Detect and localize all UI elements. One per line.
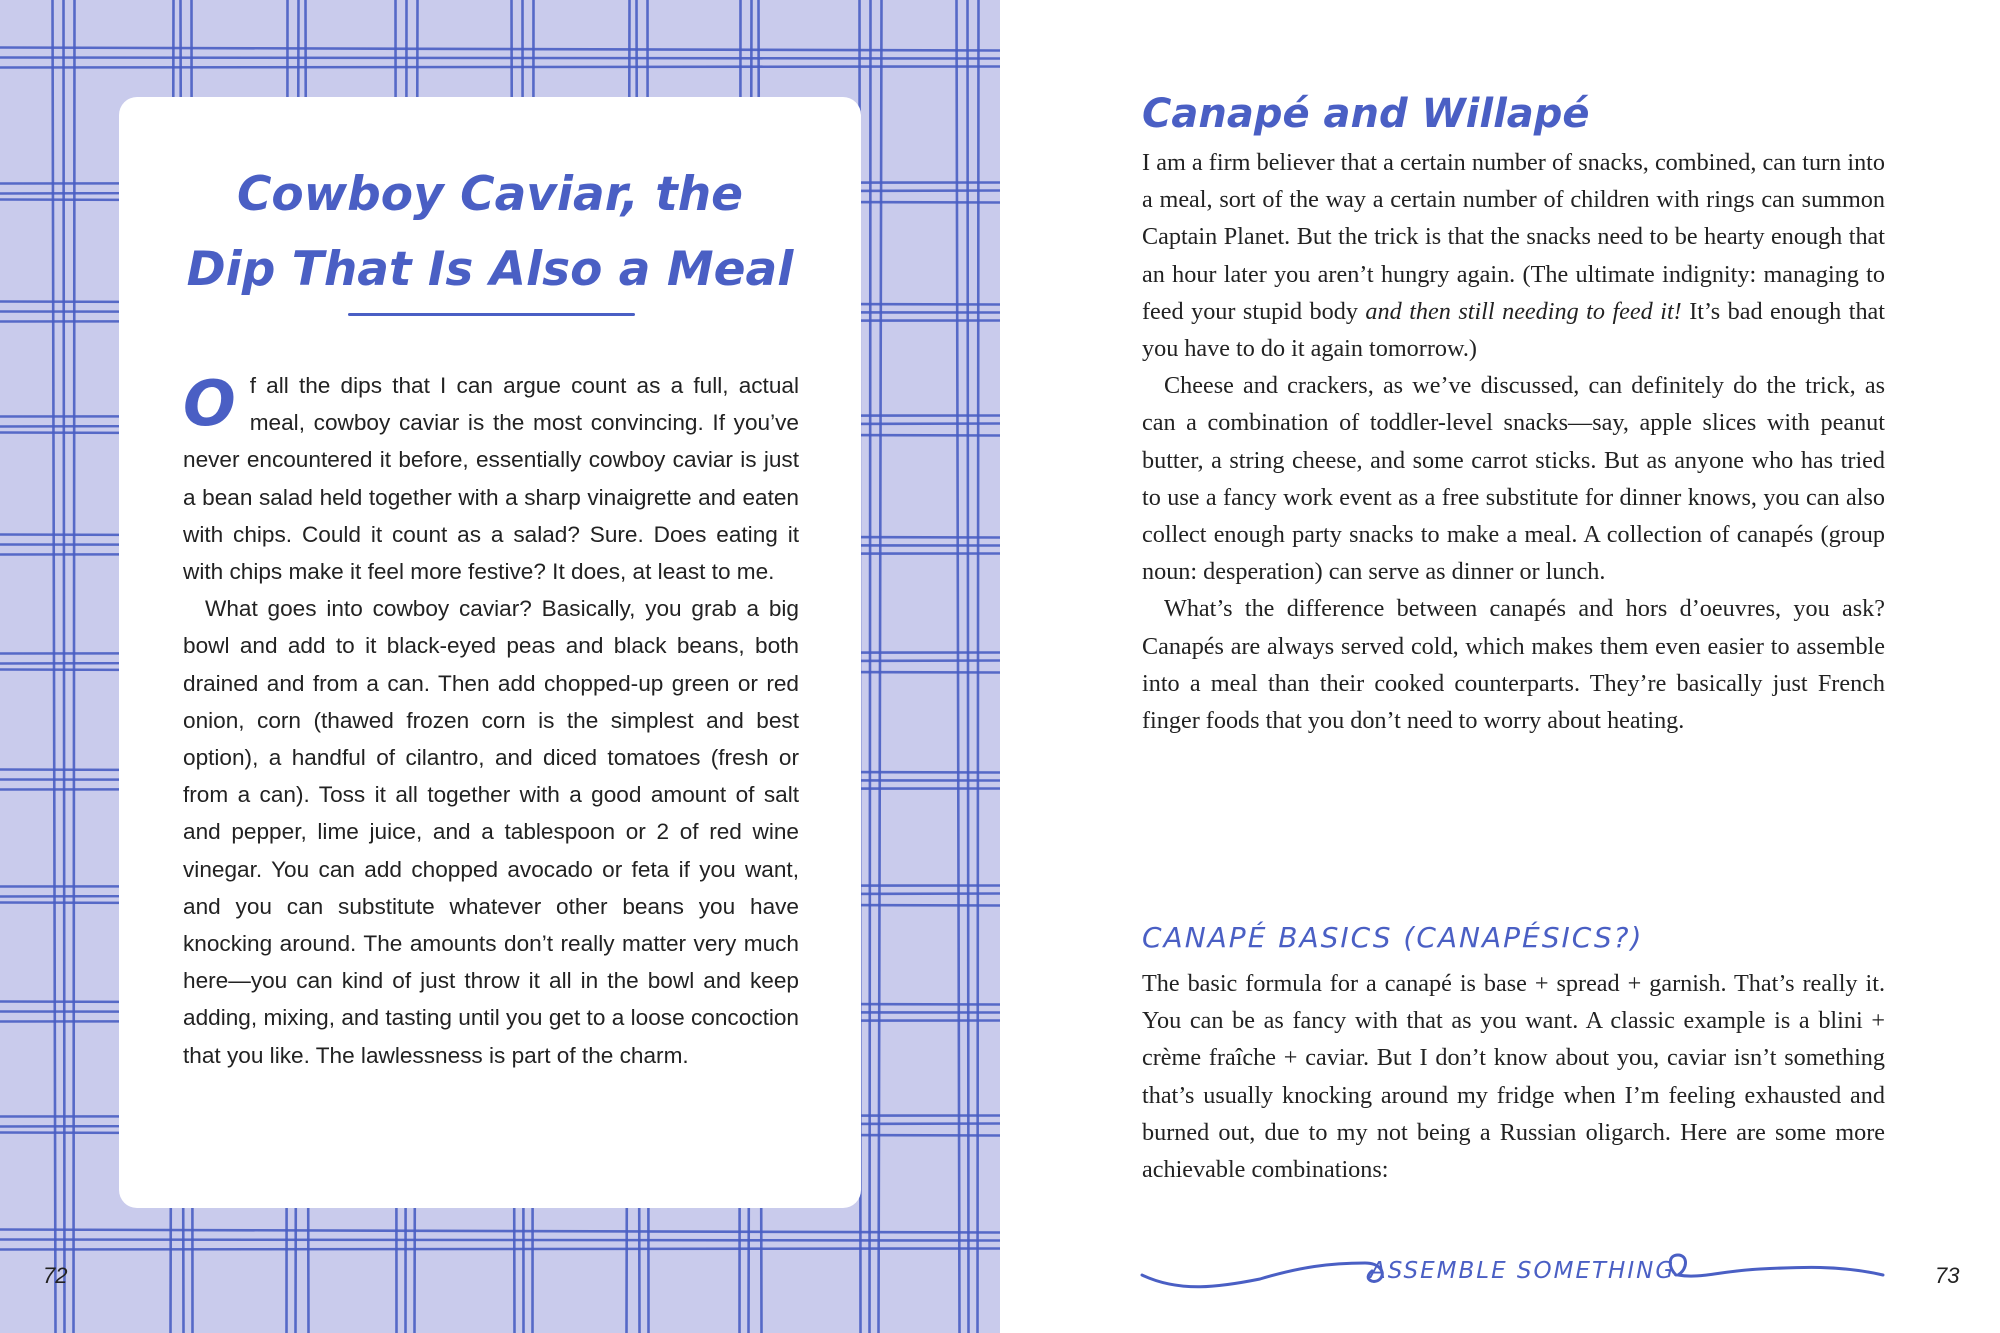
card-paragraph-2: What goes into cowboy caviar? Basically, you grab a big bowl and add to it black-eyed peas and black beans, both drained and from a can. Then add chopped-up green or red onion, corn (thawed frozen corn is the simplest and best option), a handful of cilantro, and diced tomatoes (fresh or from a can). Toss it all together with a good amount of salt and pepper, lime juice, and a tablespoon or 2 of red wine vinegar. You can add chopped avocado or feta if you want, and you can substitute whatever other beans you have knocking around. The amounts don’t really matter very much here—you can kind of just throw it all in the bowl and keep adding, mixing, and tasting until you get to a loose concoction that you like. The lawlessness is part of the charm. xyxy=(183,596,799,1068)
right-page xyxy=(1000,0,2000,1333)
card-paragraph-1-text: f all the dips that I can argue count as a full, actual meal, cowboy caviar is the most convincing. If you’ve never encountered it before, essentially cowboy caviar is just a bean salad held together with a sharp vinaigrette and eaten with chips. Could it count as a salad? Sure. Does eating it with chips make it feel more festive? It does, at least to me. xyxy=(183,373,799,585)
intro-paragraph-1 xyxy=(1142,144,1885,367)
intro-paragraph-1-lead: I am a firm believer that a certain number of snacks, combined, can turn into a meal, sort of the way a certain number of children with rings can summon Captain Planet. But the trick is that the snacks need to be hearty enough that an hour later you aren’t hungry again. (The ultimate indignity: managing to feed your stupid body xyxy=(1142,149,1885,325)
page-number-left: 72 xyxy=(43,1263,68,1288)
card-title-line-1: Cowboy Caviar, the xyxy=(236,167,744,222)
running-footer: ASSEMBLE SOMETHING xyxy=(1370,1258,1676,1284)
card-body-text xyxy=(183,367,799,1074)
drop-cap: O xyxy=(183,367,236,440)
intro-paragraph-1-tail: It’s bad enough that you have to do it again tomorrow.) xyxy=(1142,297,1885,363)
basics-paragraph-1: The basic formula for a canapé is base + spread + garnish. That’s really it. You can be as fancy with that as you want. A classic example is a blini + crème fraîche + caviar. But I don’t know about you, caviar isn’t something that’s usually knocking around my fridge when I’m feeling exhausted and burned out, due to my not being a Russian oligarch. Here are some more achievable combinations: xyxy=(1142,970,1885,1184)
page-number-right: 73 xyxy=(1935,1263,1960,1288)
intro-paragraph-2: Cheese and crackers, as we’ve discussed, can definitely do the trick, as can a combination of toddler-level snacks—say, apple slices with peanut butter, a string cheese, and some carrot sticks. But as anyone who has tried to use a fancy work event as a free substitute for dinner knows, you can also collect enough party snacks to make a meal. A collection of canapés (group noun: desperation) can serve as dinner or lunch. xyxy=(1142,372,1885,586)
card-title xyxy=(119,157,861,307)
title-underline-divider xyxy=(348,313,635,316)
card-paragraph-1 xyxy=(183,367,799,590)
basics-body-text xyxy=(1142,965,1885,1188)
section-title: Canapé and Willapé xyxy=(1142,91,1590,137)
intro-paragraph-3: What’s the difference between canapés and hors d’oeuvres, you ask? Canapés are always served cold, which makes them even easier to assemble into a meal than their cooked counterparts. They’re basically just French finger foods that you don’t need to worry about heating. xyxy=(1142,595,1885,735)
intro-body-text xyxy=(1142,144,1885,739)
recipe-card xyxy=(119,97,861,1208)
canape-basics-subheading: CANAPÉ BASICS (CANAPÉSICS?) xyxy=(1142,921,1644,954)
card-title-line-2: Dip That Is Also a Meal xyxy=(186,242,794,297)
intro-paragraph-1-italic: and then still needing to feed it! xyxy=(1365,297,1682,325)
